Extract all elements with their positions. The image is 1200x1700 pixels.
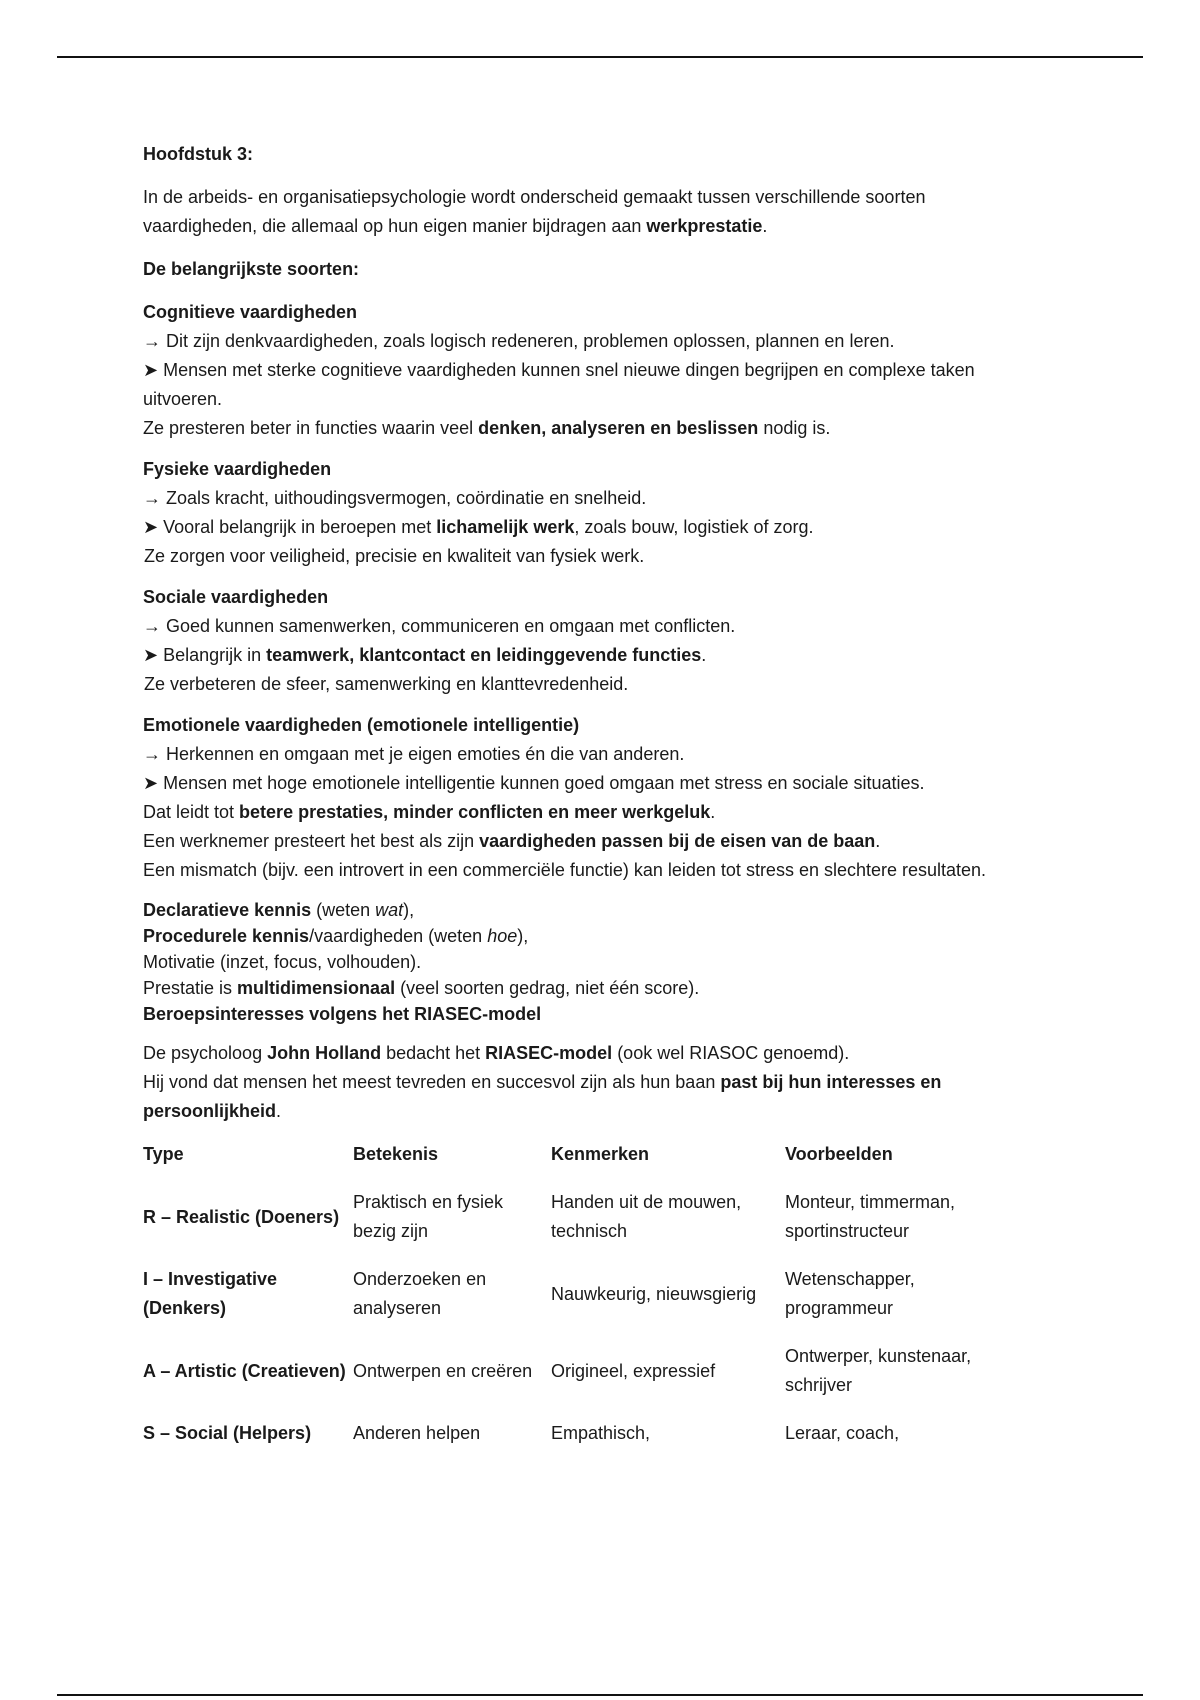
table-row — [143, 1188, 1023, 1265]
cell-examples: Monteur, timmerman, sportinstructeur — [785, 1192, 956, 1241]
section-social — [143, 583, 1043, 699]
bullet-line: ➤ Belangrijk in teamwerk, klantcontact en leidinggevende functies. — [143, 645, 707, 665]
holland-line: De psycholoog John Holland bedacht het RIASEC-model (ook wel RIASOC genoemd). — [143, 1043, 850, 1063]
riasec-heading: Beroepsinteresses volgens het RIASEC-model — [143, 1004, 542, 1024]
motivation-line: Motivatie (inzet, focus, volhouden). — [143, 952, 422, 972]
cell-traits: Handen uit de mouwen, technisch — [551, 1192, 742, 1241]
summary-line: Ze verbeteren de sfeer, samenwerking en klanttevredenheid. — [144, 674, 629, 694]
column-header-meaning: Betekenis — [353, 1144, 439, 1164]
cell-type: I – Investigative (Denkers) — [143, 1269, 278, 1318]
performance-line: Prestatie is multidimensionaal (veel soorten gedrag, niet één score). — [143, 978, 700, 998]
cell-traits: Origineel, expressief — [551, 1360, 716, 1381]
section-holland — [143, 1039, 1043, 1126]
table-header-row — [143, 1140, 1023, 1188]
arrow-line: → Dit zijn denkvaardigheden, zoals logisch redeneren, problemen oplossen, plannen en leren. — [143, 331, 895, 351]
arrow-line: → Zoals kracht, uithoudingsvermogen, coördinatie en snelheid. — [143, 488, 647, 508]
intro-paragraph: In de arbeids- en organisatiepsychologie wordt onderscheid gemaakt tussen verschillende soorten vaardigheden, die allemaal op hun eigen manier bijdragen aan werkprestatie. — [143, 187, 926, 236]
cell-meaning: Praktisch en fysiek bezig zijn — [353, 1192, 504, 1241]
cell-meaning: Ontwerpen en creëren — [353, 1360, 533, 1381]
column-header-traits: Kenmerken — [551, 1144, 650, 1164]
fit-line: Een werknemer presteert het best als zijn vaardigheden passen bij de eisen van de baan. — [143, 831, 881, 851]
cell-traits: Nauwkeurig, nieuwsgierig — [551, 1283, 757, 1304]
procedural-line: Procedurele kennis/vaardigheden (weten hoe), — [143, 926, 529, 946]
table-row — [143, 1265, 1023, 1342]
document-body — [143, 140, 1043, 1467]
bullet-line: ➤ Vooral belangrijk in beroepen met lichamelijk werk, zoals bouw, logistiek of zorg. — [143, 517, 814, 537]
table-row — [143, 1342, 1023, 1419]
section-title: Emotionele vaardigheden (emotionele intelligentie) — [143, 715, 580, 735]
section-title: Fysieke vaardigheden — [143, 459, 332, 479]
section-physical — [143, 455, 1043, 571]
table-row — [143, 1419, 1023, 1467]
section-emotional — [143, 711, 1043, 885]
cell-meaning: Onderzoeken en analyseren — [353, 1269, 487, 1318]
header-rule — [57, 56, 1143, 58]
types-subheading: De belangrijkste soorten: — [143, 259, 360, 279]
section-title: Sociale vaardigheden — [143, 587, 329, 607]
chapter-heading: Hoofdstuk 3: — [143, 144, 253, 164]
column-header-type: Type — [143, 1144, 184, 1164]
arrow-line: → Herkennen en omgaan met je eigen emoties én die van anderen. — [143, 744, 685, 764]
column-header-examples: Voorbeelden — [785, 1144, 893, 1164]
summary-line: Ze zorgen voor veiligheid, precisie en kwaliteit van fysiek werk. — [144, 546, 645, 566]
cell-traits: Empathisch, — [551, 1423, 651, 1443]
cell-type: R – Realistic (Doeners) — [143, 1206, 340, 1227]
cell-examples: Leraar, coach, — [785, 1423, 900, 1443]
bullet-line: ➤ Mensen met hoge emotionele intelligentie kunnen goed omgaan met stress en sociale situaties. — [143, 773, 925, 793]
cell-examples: Wetenschapper, programmeur — [785, 1269, 915, 1318]
holland-finding: Hij vond dat mensen het meest tevreden en succesvol zijn als hun baan past bij hun interesses en persoonlijkheid. — [143, 1072, 942, 1121]
cell-type: A – Artistic (Creatieven) — [143, 1360, 346, 1381]
section-cognitive — [143, 298, 1043, 443]
summary-line: Ze presteren beter in functies waarin veel denken, analyseren en beslissen nodig is. — [143, 418, 831, 438]
summary-line: Dat leidt tot betere prestaties, minder conflicten en meer werkgeluk. — [143, 802, 716, 822]
footer-rule — [57, 1694, 1143, 1696]
arrow-line: → Goed kunnen samenwerken, communiceren en omgaan met conflicten. — [143, 616, 736, 636]
section-title: Cognitieve vaardigheden — [143, 302, 358, 322]
bullet-line: ➤ Mensen met sterke cognitieve vaardigheden kunnen snel nieuwe dingen begrijpen en complexe taken uitvoeren. — [143, 360, 975, 409]
cell-meaning: Anderen helpen — [353, 1423, 481, 1443]
riasec-table — [143, 1140, 1023, 1467]
section-knowledge — [143, 897, 1043, 1027]
declarative-line: Declaratieve kennis (weten wat), — [143, 900, 415, 920]
mismatch-line: Een mismatch (bijv. een introvert in een commerciële functie) kan leiden tot stress en slechtere resultaten. — [143, 860, 987, 880]
cell-examples: Ontwerper, kunstenaar, schrijver — [785, 1346, 972, 1395]
cell-type: S – Social (Helpers) — [143, 1423, 312, 1443]
